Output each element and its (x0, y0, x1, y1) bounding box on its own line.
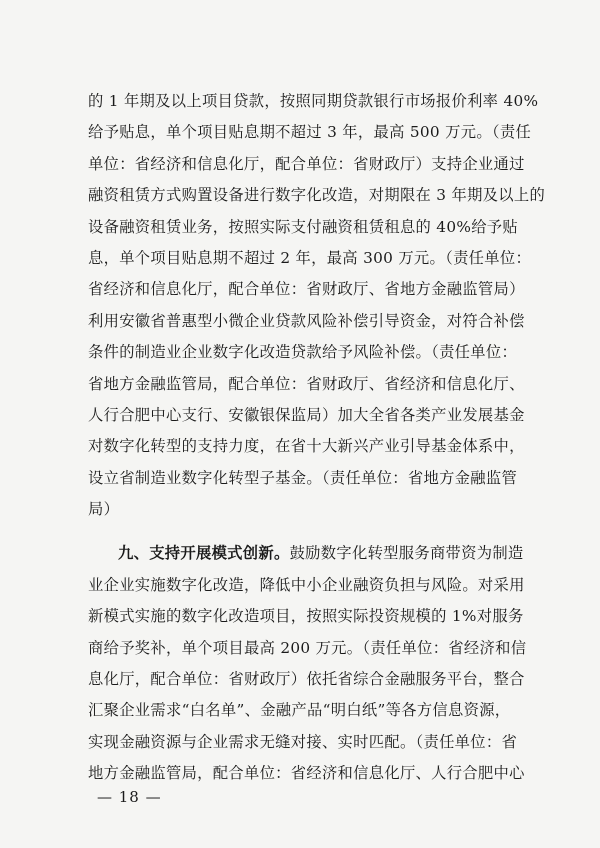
text-line: 商给予奖补，单个项目最高 200 万元。（责任单位：省经济和信 (88, 638, 527, 657)
text-line: 省经济和信息化厅，配合单位：省财政厅、省地方金融监管局） (88, 280, 525, 299)
text-line: 新模式实施的数字化改造项目，按照实际投资规模的 1%对服务 (88, 607, 524, 626)
paragraph-spacer (88, 525, 542, 538)
text-line: 局） (88, 500, 120, 519)
text-line: 汇聚企业需求“白名单”、金融产品“明白纸”等各方信息资源， (88, 701, 511, 720)
text-line: 息，单个项目贴息期不超过 2 年，最高 300 万元。（责任单位： (88, 248, 532, 267)
page-number: — 18 — (97, 788, 162, 806)
text-line: 单位：省经济和信息化厅，配合单位：省财政厅）支持企业通过 (88, 154, 525, 173)
paragraph-model-innovation (88, 538, 542, 789)
text-line: 对数字化转型的支持力度，在省十大新兴产业引导基金体系中， (88, 437, 525, 456)
text-line: 实现金融资源与企业需求无缝对接、实时匹配。（责任单位：省 (88, 732, 518, 751)
text-line: 人行合肥中心支行、安徽银保监局）加大全省各类产业发展基金 (88, 405, 525, 424)
text-line: 利用安徽省普惠型小微企业贷款风险补偿引导资金，对符合补偿 (88, 311, 525, 330)
document-body (88, 86, 546, 790)
text-line: 地方金融监管局，配合单位：省经济和信息化厅、人行合肥中心 (88, 764, 525, 783)
text-line (88, 538, 542, 569)
heading-line-rest: 鼓励数字化转型服务商带资为制造 (289, 544, 524, 563)
text-line: 设立省制造业数字化转型子基金。（责任单位：省地方金融监管 (88, 468, 518, 487)
text-line: 设备融资租赁业务，按照实际支付融资租赁租息的 40%给予贴 (88, 217, 518, 236)
paragraph-funding-support (88, 86, 546, 525)
text-line: 省地方金融监管局，配合单位：省财政厅、省经济和信息化厅、 (88, 374, 525, 393)
text-line: 给予贴息，单个项目贴息期不超过 3 年，最高 500 万元。（责任 (88, 123, 532, 142)
text-line: 融资租赁方式购置设备进行数字化改造，对期限在 3 年期及以上的 (88, 186, 546, 205)
section-heading: 九、支持开展模式创新。 (118, 544, 290, 563)
text-line: 业企业实施数字化改造，降低中小企业融资负担与风险。对采用 (88, 575, 525, 594)
text-line: 条件的制造业企业数字化改造贷款给予风险补偿。（责任单位： (88, 343, 518, 362)
text-line: 息化厅，配合单位：省财政厅）依托省综合金融服务平台，整合 (88, 670, 525, 689)
text-line: 的 1 年期及以上项目贷款，按照同期贷款银行市场报价利率 40% (88, 92, 539, 110)
